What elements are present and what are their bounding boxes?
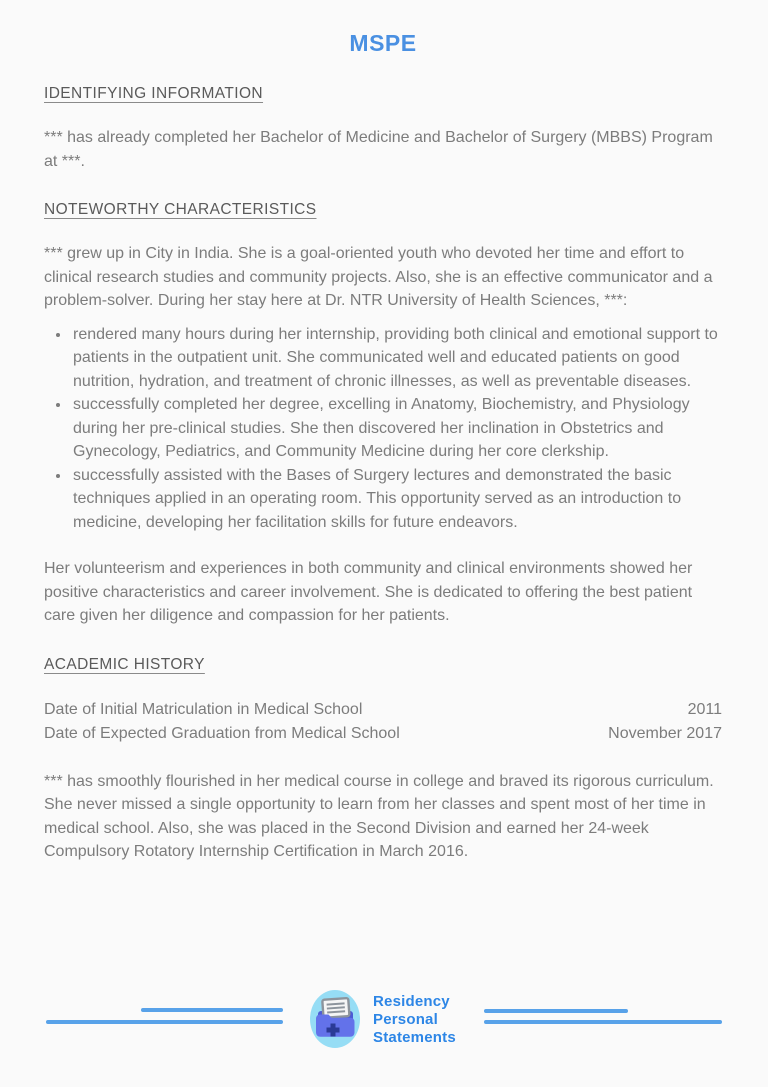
table-row-graduation — [44, 722, 722, 747]
academic-history-table — [44, 698, 722, 747]
footer-decorative-line-left-bottom — [46, 1020, 283, 1024]
identifying-information-paragraph: *** has already completed her Bachelor of Medicine and Bachelor of Surgery (MBBS) Program at ***. — [44, 129, 713, 170]
brand-name-line-3: Statements — [373, 1029, 456, 1046]
footer-decorative-line-right-bottom — [484, 1020, 722, 1024]
brand-name-line-2: Personal — [373, 1011, 438, 1028]
bullet-item-surgery-lectures: • successfully assisted with the Bases of Surgery lectures and demonstrated the basic techniques applied in an operating room. This opportunity served as an introduction to medicine, developing her facilitation skills for future endeavors. — [71, 464, 722, 535]
brand-logo — [310, 990, 360, 1048]
table-row-matriculation — [44, 698, 722, 723]
row-label: Date of Initial Matriculation in Medical School — [44, 700, 363, 718]
footer-decorative-line-left-top — [141, 1008, 283, 1012]
section-heading-noteworthy-characteristics: NOTEWORTHY CHARACTERISTICS — [44, 201, 317, 218]
bullet-item-degree: • successfully completed her degree, excelling in Anatomy, Biochemistry, and Physiology during her pre-clinical studies. She then discovered her inclination in Obstetrics and Gynecology, Pediatrics, and Community Medicine during her core clerkship. — [71, 393, 722, 464]
row-value: 2011 — [687, 700, 722, 718]
academic-history-paragraph: *** has smoothly flourished in her medical course in college and braved its rigorous curriculum. She never missed a single opportunity to learn from her classes and spent most of her time in medical school. Also, she was placed in the Second Division and earned her 24-week Compulsory Rotatory Internship Certification in March 2016. — [44, 772, 714, 860]
footer — [0, 985, 768, 1085]
section-heading-academic-history: ACADEMIC HISTORY — [44, 655, 205, 673]
section-heading-identifying-information: IDENTIFYING INFORMATION — [44, 85, 264, 102]
brand-name — [373, 993, 456, 1047]
noteworthy-bullet-list — [44, 323, 722, 535]
row-label: Date of Expected Graduation from Medical School — [44, 725, 400, 742]
medical-folder-icon — [310, 990, 360, 1048]
noteworthy-intro-paragraph: *** grew up in City in India. She is a goal-oriented youth who devoted her time and effort to clinical research studies and community projects. Also, she is an effective communicator and a problem-solver. During her stay here at Dr. NTR University of Health Sciences, ***: — [44, 245, 713, 309]
bullet-item-internship: • rendered many hours during her internship, providing both clinical and emotional support to patients in the outpatient unit. She communicated well and educated patients on good nutrition, hydration, and treatment of chronic illnesses, as well as preventable diseases. — [71, 323, 722, 394]
noteworthy-outro-paragraph: Her volunteerism and experiences in both community and clinical environments showed her positive characteristics and career involvement. She is dedicated to offering the best patient care given her diligence and compassion for her patients. — [44, 560, 693, 624]
footer-decorative-line-right-top — [484, 1009, 628, 1013]
document-title: MSPE — [349, 30, 417, 56]
row-value: November 2017 — [608, 725, 722, 742]
brand-name-line-1: Residency — [373, 993, 450, 1010]
